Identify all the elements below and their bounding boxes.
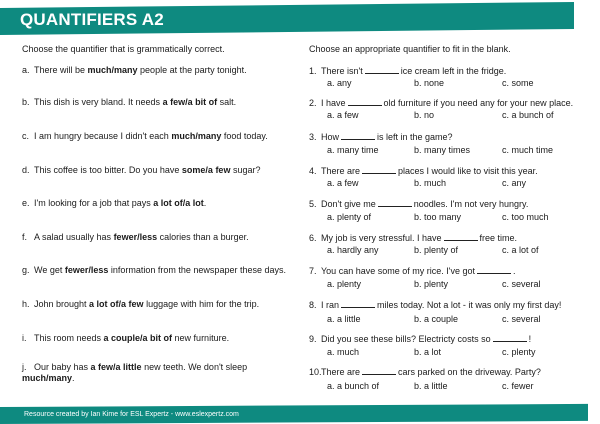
item-text: A salad usually has (34, 232, 114, 242)
quantifier-choice[interactable]: a few/a little (90, 362, 142, 372)
option-c[interactable]: c. a lot of (502, 245, 539, 255)
quantifier-choice[interactable]: fewer/less (64, 265, 109, 275)
item-text: people at the party tonight. (137, 65, 247, 75)
item-number: 5. (309, 199, 317, 209)
item-text: places I would like to visit this year. (398, 166, 538, 176)
item-text: old furniture if you need any for your new place. (383, 98, 574, 108)
left-item (22, 299, 292, 310)
quantifier-choice[interactable]: a lot of/a few (89, 299, 144, 309)
quantifier-choice[interactable]: a few/a bit of (162, 97, 218, 107)
answer-blank[interactable] (493, 333, 527, 342)
item-text: I have (321, 98, 346, 108)
right-item (309, 265, 594, 277)
option-c[interactable]: c. several (502, 279, 541, 289)
item-text: This coffee is too bitter. Do you have (34, 165, 182, 175)
option-c[interactable]: c. some (502, 78, 534, 88)
left-instruction: Choose the quantifier that is grammatically correct. (22, 44, 225, 54)
item-text: Our baby has (34, 362, 91, 372)
item-number: 1. (309, 66, 317, 76)
quantifier-choice[interactable]: a couple/a bit of (103, 333, 173, 343)
item-number: 8. (309, 300, 317, 310)
quantifier-choice[interactable]: much/many (87, 65, 138, 75)
right-item (309, 299, 594, 311)
item-letter: f. (22, 232, 28, 242)
item-text: How (321, 132, 340, 142)
item-text: There are (321, 166, 361, 176)
answer-blank[interactable] (341, 299, 375, 308)
item-text: This dish is very bland. It needs (34, 97, 163, 107)
right-item (309, 333, 594, 345)
option-c[interactable]: c. fewer (502, 381, 534, 391)
option-a[interactable]: a. many time (327, 145, 379, 155)
answer-blank[interactable] (444, 232, 478, 241)
answer-blank[interactable] (365, 65, 399, 74)
left-item (22, 131, 292, 142)
item-number: 6. (309, 233, 317, 243)
item-text: calories than a burger. (157, 232, 249, 242)
page-title: QUANTIFIERS A2 (20, 10, 164, 29)
option-a[interactable]: a. plenty of (327, 212, 372, 222)
quantifier-choice[interactable]: some/a few (181, 165, 231, 175)
item-text: . (203, 198, 207, 208)
option-a[interactable]: a. a few (327, 110, 359, 120)
right-item (309, 165, 594, 177)
answer-blank[interactable] (362, 165, 396, 174)
item-text: Don't give me (321, 199, 376, 209)
item-number: 7. (309, 266, 317, 276)
quantifier-choice[interactable]: much/many (171, 131, 222, 141)
option-b[interactable]: b. many times (414, 145, 471, 155)
item-text: Did you see these bills? Electricty costs so (321, 334, 491, 344)
option-a[interactable]: a. plenty (327, 279, 362, 289)
option-b[interactable]: b. plenty (414, 279, 449, 289)
item-text: sugar? (230, 165, 261, 175)
quantifier-choice[interactable]: a lot of/a lot (153, 198, 204, 208)
right-item (309, 232, 594, 244)
item-text: I ran (321, 300, 340, 310)
item-text: information from the newspaper these days. (108, 265, 286, 275)
answer-blank[interactable] (378, 198, 412, 207)
option-a[interactable]: a. a few (327, 178, 359, 188)
item-letter: h. (22, 299, 30, 309)
option-b[interactable]: b. none (414, 78, 445, 88)
right-item (309, 198, 594, 210)
option-c[interactable]: c. plenty (502, 347, 536, 357)
item-text: John brought (34, 299, 90, 309)
item-text: luggage with him for the trip. (143, 299, 260, 309)
option-c[interactable]: c. several (502, 314, 541, 324)
left-item (22, 232, 292, 243)
item-text: ! (528, 334, 532, 344)
item-number: 2. (309, 98, 317, 108)
item-number: 4. (309, 166, 317, 176)
option-b[interactable]: b. too many (414, 212, 462, 222)
option-b[interactable]: b. much (414, 178, 447, 188)
option-c[interactable]: c. much time (502, 145, 554, 155)
right-item (309, 97, 594, 109)
item-text: new furniture. (172, 333, 230, 343)
item-letter: a. (22, 65, 30, 75)
left-item (22, 362, 272, 384)
item-number: 3. (309, 132, 317, 142)
item-number: 10. (309, 367, 322, 377)
option-b[interactable]: b. a little (414, 381, 448, 391)
item-text: You can have some of my rice. I've got (321, 266, 475, 276)
option-a[interactable]: a. a little (327, 314, 361, 324)
footer-credit: Resource created by Ian Kime for ESL Expertz - www.eslexpertz.com (24, 411, 239, 418)
item-text: There will be (34, 65, 88, 75)
answer-blank[interactable] (341, 131, 375, 140)
item-text: salt. (217, 97, 237, 107)
item-text: We get (34, 265, 65, 275)
item-text: ice cream left in the fridge. (400, 66, 507, 76)
option-b[interactable]: b. a lot (414, 347, 442, 357)
left-item (22, 265, 292, 276)
option-c[interactable]: c. a bunch of (502, 110, 554, 120)
left-item (22, 97, 292, 108)
item-letter: g. (22, 265, 30, 275)
right-item (309, 366, 594, 378)
option-a[interactable]: a. any (327, 78, 352, 88)
item-text: is left in the game? (377, 132, 453, 142)
left-item (22, 333, 292, 344)
item-text: There isn't (321, 66, 363, 76)
answer-blank[interactable] (362, 366, 396, 375)
option-a[interactable]: a. much (327, 347, 360, 357)
option-a[interactable]: a. hardly any (327, 245, 379, 255)
item-text: . (72, 373, 75, 383)
quantifier-choice[interactable]: fewer/less (113, 232, 158, 242)
quantifier-choice[interactable]: much/many (22, 373, 73, 383)
item-letter: i. (22, 333, 27, 343)
item-letter: j. (22, 362, 27, 372)
item-text: food today. (221, 131, 268, 141)
answer-blank[interactable] (348, 97, 382, 106)
item-letter: e. (22, 198, 30, 208)
option-b[interactable]: b. plenty of (414, 245, 459, 255)
left-item (22, 165, 292, 176)
option-b[interactable]: b. a couple (414, 314, 459, 324)
answer-blank[interactable] (477, 265, 511, 274)
item-text: I am hungry because I didn't each (34, 131, 172, 141)
item-text: noodles. I'm not very hungry. (413, 199, 529, 209)
left-item (22, 65, 292, 76)
item-letter: b. (22, 97, 30, 107)
item-letter: c. (22, 131, 30, 141)
item-text: new teeth. We don't sleep (141, 362, 250, 372)
item-text: There are (321, 367, 361, 377)
option-a[interactable]: a. a bunch of (327, 381, 380, 391)
item-text: . (512, 266, 516, 276)
item-text: I'm looking for a job that pays (34, 198, 154, 208)
right-instruction: Choose an appropriate quantifier to fit in the blank. (309, 44, 511, 54)
item-text: My job is very stressful. I have (321, 233, 442, 243)
item-text: This room needs (34, 333, 104, 343)
option-c[interactable]: c. any (502, 178, 527, 188)
right-item (309, 65, 594, 77)
item-text: miles today. Not a lot - it was only my first day! (377, 300, 562, 310)
left-item (22, 198, 292, 209)
item-letter: d. (22, 165, 30, 175)
item-text: cars parked on the driveway. Party? (398, 367, 541, 377)
option-c[interactable]: c. too much (502, 212, 549, 222)
option-b[interactable]: b. no (414, 110, 435, 120)
item-text: free time. (479, 233, 518, 243)
right-item (309, 131, 594, 143)
item-number: 9. (309, 334, 317, 344)
